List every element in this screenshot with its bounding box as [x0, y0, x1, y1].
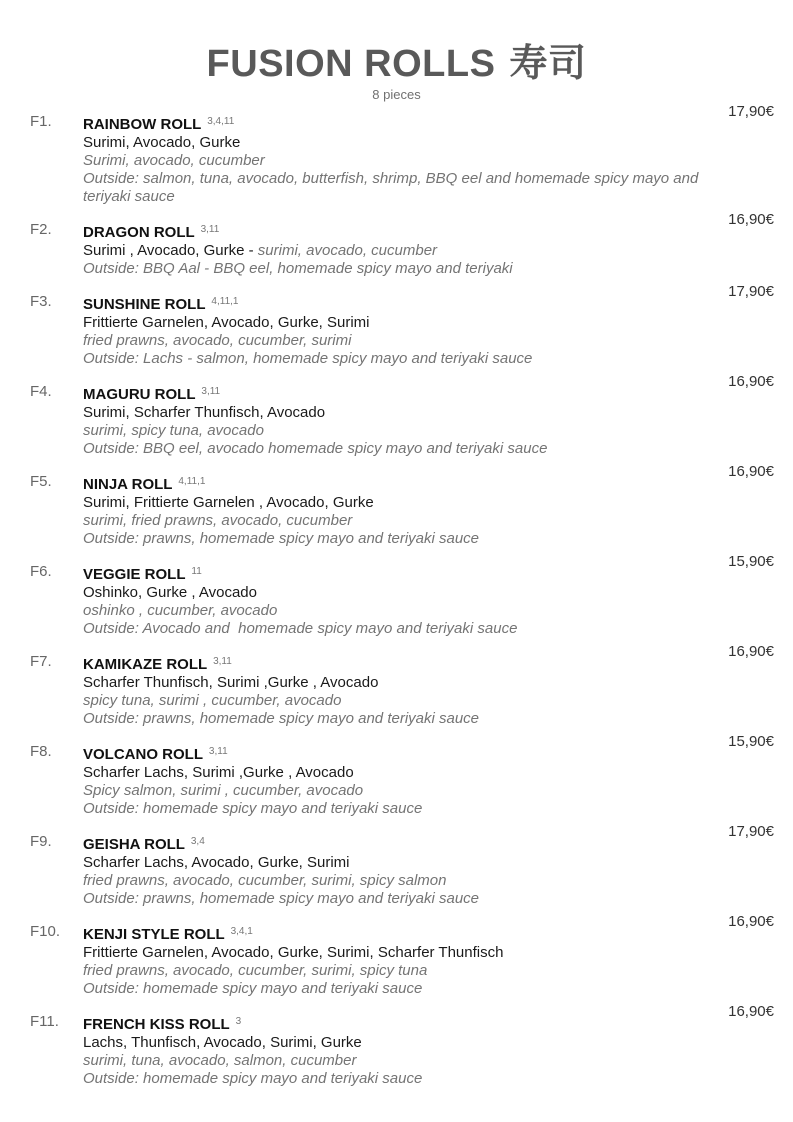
item-outside: Outside: homemade spicy mayo and teriyaki sauce — [83, 800, 423, 817]
item-code: F1. — [30, 113, 52, 130]
item-outside: Outside: homemade spicy mayo and teriyaki sauce — [83, 980, 423, 997]
item-code: F8. — [30, 743, 52, 760]
item-ingredients-de: Scharfer Thunfisch, Surimi ,Gurke , Avocado — [83, 674, 379, 691]
item-ingredients-en: surimi, fried prawns, avocado, cucumber — [83, 512, 353, 529]
item-ingredients-en: surimi, tuna, avocado, salmon, cucumber — [83, 1052, 357, 1069]
item-name: VEGGIE ROLL $^{11}$ — [83, 566, 202, 583]
item-allergens: 3,11 — [213, 656, 232, 667]
item-ingredients-de: Scharfer Lachs, Surimi ,Gurke , Avocado — [83, 764, 354, 781]
item-price: 15,90€ — [728, 733, 774, 750]
item-allergens: 3,11 — [208, 746, 228, 757]
item-name: NINJA ROLL $^{4,11,1}$ — [83, 476, 206, 493]
item-price: 16,90€ — [728, 373, 774, 390]
item-allergens: 4,11,1 — [178, 476, 206, 487]
item-ingredients-en: fried prawns, avocado, cucumber, surimi, spicy tuna — [83, 962, 428, 979]
item-allergens: 3,4,1 — [230, 926, 253, 937]
item-outside: Outside: prawns, homemade spicy mayo and teriyaki sauce — [83, 530, 480, 547]
page-subtitle: 8 pieces — [372, 87, 421, 102]
item-outside: Outside: salmon, tuna, avocado, butterfish, shrimp, BBQ eel and homemade spicy mayo and teriyaki sauce — [83, 170, 699, 205]
item-ingredients-en: surimi, avocado, cucumber — [257, 242, 438, 259]
item-code: F5. — [30, 473, 52, 490]
item-ingredients-en: Surimi, avocado, cucumber — [83, 152, 265, 169]
item-outside: Outside: prawns, homemade spicy mayo and teriyaki sauce — [83, 710, 480, 727]
item-code: F9. — [30, 833, 52, 850]
item-price: 15,90€ — [728, 553, 774, 570]
item-outside: Outside: BBQ eel, avocado homemade spicy mayo and teriyaki sauce — [83, 440, 548, 457]
item-name: GEISHA ROLL $^{3,4}$ — [83, 836, 205, 853]
item-code: F10. — [30, 923, 61, 940]
item-ingredients-de: Surimi, Avocado, Gurke — [83, 134, 241, 151]
item-allergens: 3,11 — [200, 224, 220, 235]
item-outside: Outside: BBQ Aal - BBQ eel, homemade spicy mayo and teriyaki — [83, 260, 513, 277]
item-ingredients-en: spicy tuna, surimi , cucumber, avocado — [83, 692, 342, 709]
item-ingredients-de: Surimi, Frittierte Garnelen , Avocado, Gurke — [83, 494, 374, 511]
item-ingredients-en: surimi, spicy tuna, avocado — [83, 422, 264, 439]
item-allergens: 3 — [235, 1016, 242, 1027]
item-ingredients-de: Frittierte Garnelen, Avocado, Gurke, Surimi — [83, 314, 370, 331]
item-code: F11. — [30, 1013, 59, 1030]
item-name: KAMIKAZE ROLL $^{3,11}$ — [83, 656, 232, 673]
item-ingredients-de: Frittierte Garnelen, Avocado, Gurke, Surimi, Scharfer Thunfisch — [83, 944, 504, 961]
item-ingredients-de: Scharfer Lachs, Avocado, Gurke, Surimi — [83, 854, 350, 871]
item-price: 16,90€ — [728, 1003, 774, 1020]
item-price: 17,90€ — [728, 823, 774, 840]
item-name: SUNSHINE ROLL $^{4,11,1}$ — [83, 296, 239, 313]
item-outside: Outside: prawns, homemade spicy mayo and teriyaki sauce — [83, 890, 480, 907]
item-price: 16,90€ — [728, 913, 774, 930]
item-allergens: 3,4 — [190, 836, 205, 847]
item-name: DRAGON ROLL $^{3,11}$ — [83, 224, 220, 241]
item-name: MAGURU ROLL $^{3,11}$ — [83, 386, 221, 403]
item-price: 17,90€ — [728, 283, 774, 300]
item-ingredients-en: Spicy salmon, surimi , cucumber, avocado — [83, 782, 364, 799]
item-price: 16,90€ — [728, 211, 774, 228]
item-ingredients-de: Oshinko, Gurke , Avocado — [83, 584, 257, 601]
item-outside: Outside: Lachs - salmon, homemade spicy mayo and teriyaki sauce — [83, 350, 533, 367]
item-ingredients-de: Surimi , Avocado, Gurke - surimi, avocado, cucumber — [83, 242, 438, 259]
item-name: RAINBOW ROLL $^{3,4,11}$ — [83, 116, 235, 133]
item-outside: Outside: Avocado and homemade spicy mayo and teriyaki sauce — [83, 620, 518, 637]
item-ingredients-en: fried prawns, avocado, cucumber, surimi — [83, 332, 352, 349]
item-allergens: 3,4,11 — [207, 116, 235, 127]
item-code: F4. — [30, 383, 52, 400]
item-allergens: 11 — [191, 566, 202, 577]
item-code: F2. — [30, 221, 52, 238]
item-name: FRENCH KISS ROLL $^3$ — [83, 1016, 242, 1033]
item-price: 16,90€ — [728, 643, 774, 660]
item-code: F6. — [30, 563, 52, 580]
item-ingredients-en: oshinko , cucumber, avocado — [83, 602, 278, 619]
item-price: 16,90€ — [728, 463, 774, 480]
item-name: VOLCANO ROLL $^{3,11}$ — [83, 746, 228, 763]
item-price: 17,90€ — [728, 103, 774, 120]
item-ingredients-de: Lachs, Thunfisch, Avocado, Surimi, Gurke — [83, 1034, 362, 1051]
title-kanji: 寿司 — [509, 41, 587, 85]
item-name: KENJI STYLE ROLL $^{3,4,1}$ — [83, 926, 253, 943]
item-ingredients-en: fried prawns, avocado, cucumber, surimi, spicy salmon — [83, 872, 447, 889]
item-allergens: 3,11 — [201, 386, 221, 397]
item-allergens: 4,11,1 — [211, 296, 239, 307]
item-code: F7. — [30, 653, 52, 670]
item-code: F3. — [30, 293, 52, 310]
item-ingredients-de: Surimi, Scharfer Thunfisch, Avocado — [83, 404, 326, 421]
item-outside: Outside: homemade spicy mayo and teriyaki sauce — [83, 1070, 423, 1087]
title-text: FUSION ROLLS — [206, 43, 496, 85]
